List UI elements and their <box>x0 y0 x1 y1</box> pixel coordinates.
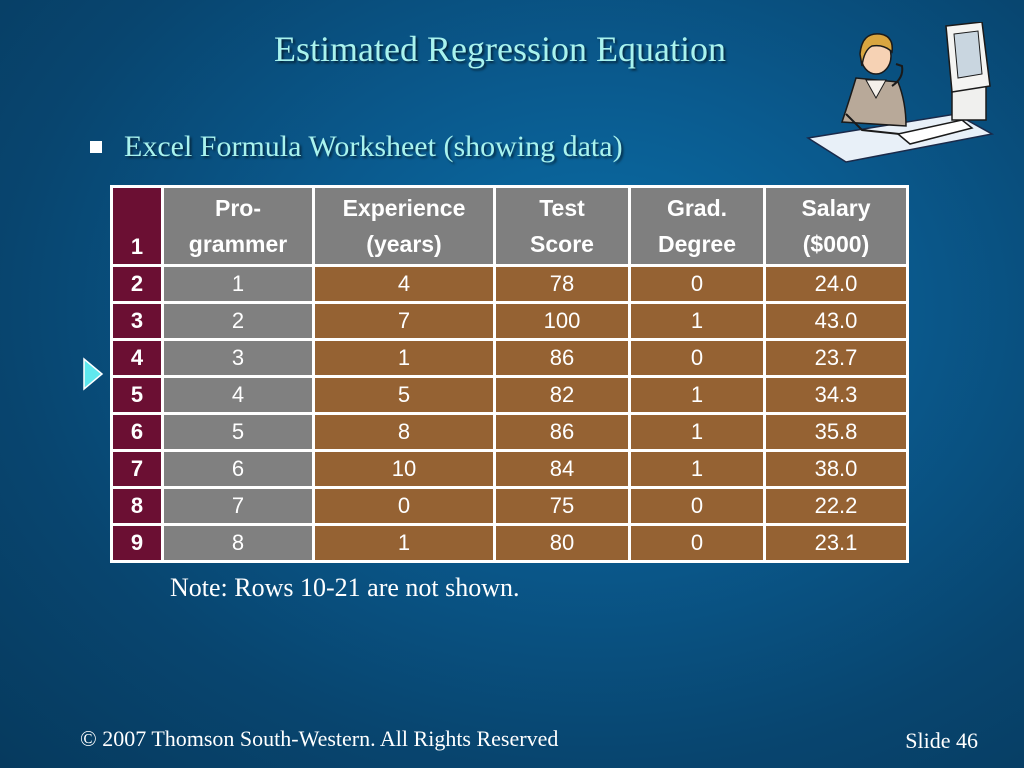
cell-experience: 7 <box>315 304 493 338</box>
col-header-test-score: Test Score <box>496 188 628 264</box>
col-header-experience: Experience (years) <box>315 188 493 264</box>
bullet-text: Excel Formula Worksheet (showing data) <box>124 130 623 163</box>
cell-experience: 8 <box>315 415 493 449</box>
cell-programmer: 5 <box>164 415 312 449</box>
cell-test-score: 86 <box>496 415 628 449</box>
cell-experience: 4 <box>315 267 493 301</box>
cell-test-score: 80 <box>496 526 628 560</box>
row-number-1: 1 <box>113 188 161 264</box>
copyright-footer: © 2007 Thomson South-Western. All Rights Reserved <box>80 726 559 751</box>
table-row <box>113 267 906 301</box>
nav-arrow-icon[interactable] <box>82 357 104 391</box>
cell-programmer: 1 <box>164 267 312 301</box>
cell-programmer: 6 <box>164 452 312 486</box>
row-number: 4 <box>113 341 161 375</box>
cell-test-score: 82 <box>496 378 628 412</box>
bullet-item <box>90 130 623 164</box>
cell-grad-degree: 0 <box>631 526 763 560</box>
slide-number: Slide 46 <box>905 728 978 753</box>
cell-test-score: 100 <box>496 304 628 338</box>
cell-salary: 22.2 <box>766 489 906 523</box>
row-number: 9 <box>113 526 161 560</box>
row-number: 6 <box>113 415 161 449</box>
col-header-grad-degree: Grad. Degree <box>631 188 763 264</box>
cell-salary: 43.0 <box>766 304 906 338</box>
cell-programmer: 3 <box>164 341 312 375</box>
cell-programmer: 4 <box>164 378 312 412</box>
table-row <box>113 526 906 560</box>
col-header-salary: Salary ($000) <box>766 188 906 264</box>
cell-experience: 10 <box>315 452 493 486</box>
row-number: 2 <box>113 267 161 301</box>
cell-salary: 34.3 <box>766 378 906 412</box>
cell-grad-degree: 1 <box>631 452 763 486</box>
cell-test-score: 86 <box>496 341 628 375</box>
cell-experience: 5 <box>315 378 493 412</box>
table-row <box>113 341 906 375</box>
excel-worksheet-table <box>110 185 909 563</box>
table-row <box>113 489 906 523</box>
cell-salary: 24.0 <box>766 267 906 301</box>
cell-grad-degree: 0 <box>631 341 763 375</box>
cell-programmer: 2 <box>164 304 312 338</box>
cell-experience: 1 <box>315 526 493 560</box>
cell-salary: 35.8 <box>766 415 906 449</box>
cell-salary: 38.0 <box>766 452 906 486</box>
woman-at-computer-icon <box>806 22 994 164</box>
cell-programmer: 8 <box>164 526 312 560</box>
table-note: Note: Rows 10-21 are not shown. <box>170 573 520 602</box>
row-number: 3 <box>113 304 161 338</box>
cell-test-score: 78 <box>496 267 628 301</box>
table-row <box>113 378 906 412</box>
cell-grad-degree: 1 <box>631 304 763 338</box>
cell-grad-degree: 0 <box>631 267 763 301</box>
cell-experience: 1 <box>315 341 493 375</box>
square-bullet-icon <box>90 141 102 153</box>
cell-grad-degree: 1 <box>631 378 763 412</box>
cell-salary: 23.7 <box>766 341 906 375</box>
cell-grad-degree: 0 <box>631 489 763 523</box>
table-row <box>113 452 906 486</box>
row-number: 8 <box>113 489 161 523</box>
cell-salary: 23.1 <box>766 526 906 560</box>
cell-grad-degree: 1 <box>631 415 763 449</box>
table-row <box>113 304 906 338</box>
cell-programmer: 7 <box>164 489 312 523</box>
cell-test-score: 84 <box>496 452 628 486</box>
row-number: 5 <box>113 378 161 412</box>
slide-title: Estimated Regression Equation <box>274 29 726 69</box>
cell-test-score: 75 <box>496 489 628 523</box>
cell-experience: 0 <box>315 489 493 523</box>
row-number: 7 <box>113 452 161 486</box>
table-row <box>113 415 906 449</box>
col-header-programmer: Pro- grammer <box>164 188 312 264</box>
